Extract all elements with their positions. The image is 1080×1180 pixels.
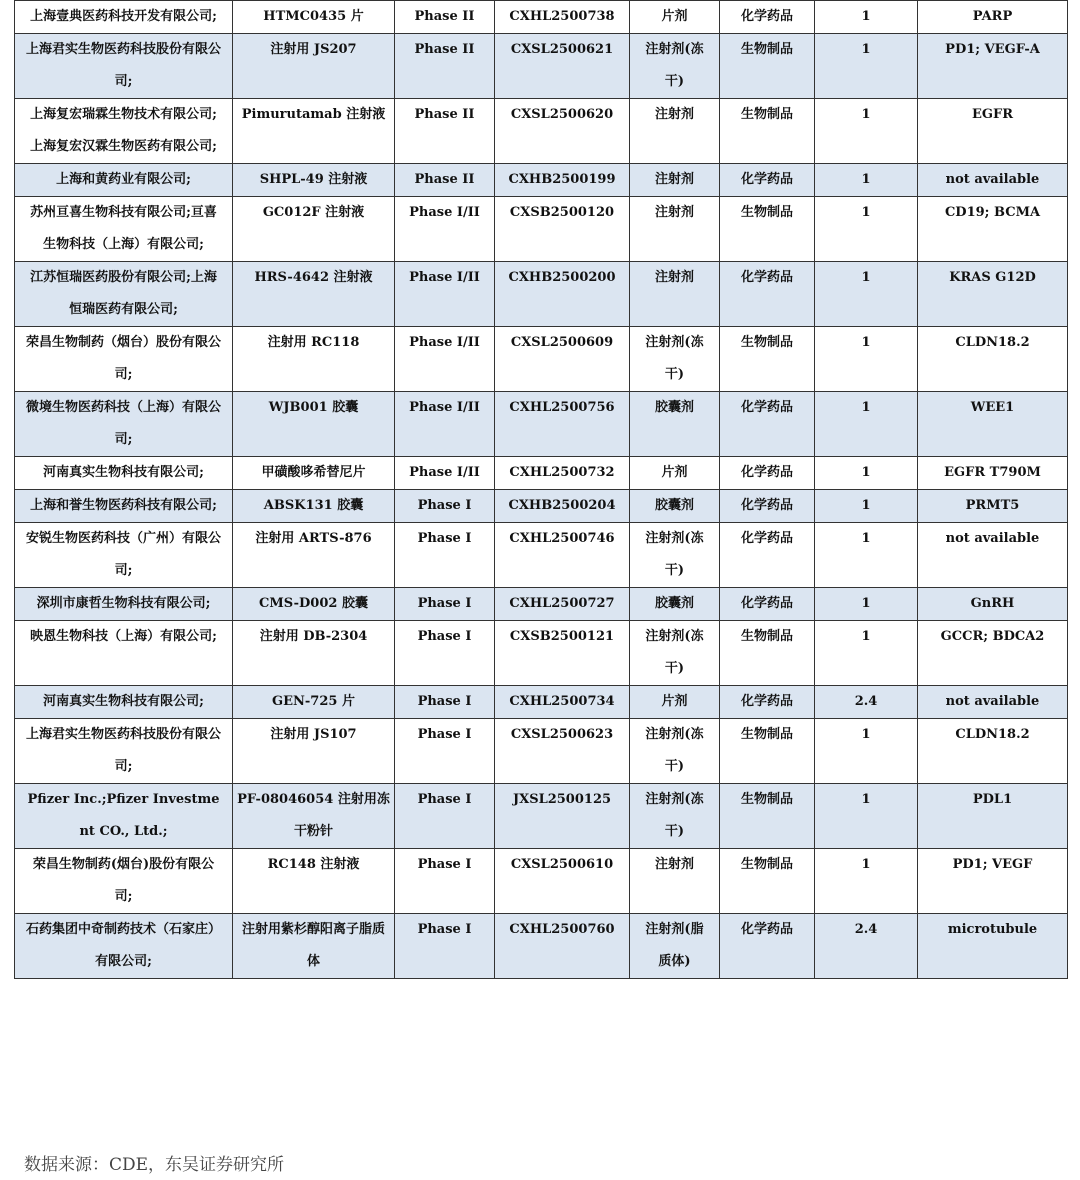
- acceptance-code-cell: CXHL2500738: [495, 1, 630, 34]
- drug-name-cell: 注射用 JS207: [233, 34, 395, 99]
- table-row: [15, 588, 1068, 621]
- registration-class-cell: 1: [815, 621, 918, 686]
- target-cell: GCCR; BDCA2: [918, 621, 1068, 686]
- dosage-form-cell: 注射剂: [630, 99, 720, 164]
- target-cell: WEE1: [918, 392, 1068, 457]
- dosage-form-cell: 注射剂: [630, 164, 720, 197]
- drug-name-cell: GC012F 注射液: [233, 197, 395, 262]
- registration-class-cell: 2.4: [815, 914, 918, 979]
- acceptance-code-cell: CXSL2500620: [495, 99, 630, 164]
- phase-cell: Phase I/II: [395, 327, 495, 392]
- company-cell: 上海君实生物医药科技股份有限公司;: [15, 34, 233, 99]
- drug-category-cell: 生物制品: [720, 327, 815, 392]
- registration-class-cell: 1: [815, 164, 918, 197]
- dosage-form-cell: 胶囊剂: [630, 392, 720, 457]
- target-cell: microtubule: [918, 914, 1068, 979]
- phase-cell: Phase II: [395, 99, 495, 164]
- company-cell: 上海和黄药业有限公司;: [15, 164, 233, 197]
- dosage-form-cell: 注射剂(冻干): [630, 784, 720, 849]
- target-cell: CLDN18.2: [918, 327, 1068, 392]
- registration-class-cell: 1: [815, 197, 918, 262]
- company-cell: 深圳市康哲生物科技有限公司;: [15, 588, 233, 621]
- table-row: [15, 621, 1068, 686]
- acceptance-code-cell: CXHL2500756: [495, 392, 630, 457]
- drug-category-cell: 化学药品: [720, 1, 815, 34]
- table-row: [15, 262, 1068, 327]
- registration-class-cell: 1: [815, 1, 918, 34]
- phase-cell: Phase I: [395, 784, 495, 849]
- registration-class-cell: 1: [815, 588, 918, 621]
- phase-cell: Phase I: [395, 719, 495, 784]
- company-cell: 河南真实生物科技有限公司;: [15, 686, 233, 719]
- target-cell: CLDN18.2: [918, 719, 1068, 784]
- dosage-form-cell: 注射剂: [630, 197, 720, 262]
- registration-class-cell: 1: [815, 34, 918, 99]
- dosage-form-cell: 注射剂(冻干): [630, 719, 720, 784]
- drug-name-cell: 注射用 JS107: [233, 719, 395, 784]
- drug-name-cell: HTMC0435 片: [233, 1, 395, 34]
- drug-category-cell: 生物制品: [720, 621, 815, 686]
- drug-category-cell: 生物制品: [720, 849, 815, 914]
- acceptance-code-cell: CXHL2500732: [495, 457, 630, 490]
- drug-category-cell: 生物制品: [720, 719, 815, 784]
- table-row: [15, 34, 1068, 99]
- drug-category-cell: 化学药品: [720, 686, 815, 719]
- target-cell: not available: [918, 686, 1068, 719]
- drug-name-cell: GEN-725 片: [233, 686, 395, 719]
- phase-cell: Phase I: [395, 523, 495, 588]
- company-cell: 上海和誉生物医药科技有限公司;: [15, 490, 233, 523]
- target-cell: not available: [918, 164, 1068, 197]
- dosage-form-cell: 胶囊剂: [630, 588, 720, 621]
- drug-name-cell: 注射用 DB-2304: [233, 621, 395, 686]
- company-cell: 河南真实生物科技有限公司;: [15, 457, 233, 490]
- acceptance-code-cell: CXSB2500120: [495, 197, 630, 262]
- drug-category-cell: 化学药品: [720, 490, 815, 523]
- data-source-note: 数据来源：CDE，东吴证券研究所: [24, 1155, 285, 1175]
- dosage-form-cell: 注射剂: [630, 849, 720, 914]
- registration-class-cell: 1: [815, 490, 918, 523]
- acceptance-code-cell: CXHB2500204: [495, 490, 630, 523]
- phase-cell: Phase I: [395, 490, 495, 523]
- drug-category-cell: 化学药品: [720, 457, 815, 490]
- target-cell: PDL1: [918, 784, 1068, 849]
- drug-category-cell: 生物制品: [720, 197, 815, 262]
- table-row: [15, 327, 1068, 392]
- dosage-form-cell: 注射剂(冻干): [630, 621, 720, 686]
- table-row: [15, 849, 1068, 914]
- acceptance-code-cell: CXSL2500610: [495, 849, 630, 914]
- acceptance-code-cell: CXSL2500609: [495, 327, 630, 392]
- registration-class-cell: 1: [815, 849, 918, 914]
- drug-category-cell: 化学药品: [720, 164, 815, 197]
- dosage-form-cell: 片剂: [630, 1, 720, 34]
- company-cell: 微境生物医药科技（上海）有限公司;: [15, 392, 233, 457]
- drug-category-cell: 化学药品: [720, 588, 815, 621]
- phase-cell: Phase II: [395, 164, 495, 197]
- registration-class-cell: 1: [815, 99, 918, 164]
- acceptance-code-cell: CXHB2500200: [495, 262, 630, 327]
- dosage-form-cell: 片剂: [630, 686, 720, 719]
- drug-category-cell: 化学药品: [720, 392, 815, 457]
- target-cell: PRMT5: [918, 490, 1068, 523]
- table-row: [15, 719, 1068, 784]
- phase-cell: Phase I: [395, 686, 495, 719]
- drug-name-cell: 注射用 ARTS-876: [233, 523, 395, 588]
- dosage-form-cell: 注射剂(冻干): [630, 327, 720, 392]
- dosage-form-cell: 注射剂(冻干): [630, 523, 720, 588]
- drug-category-cell: 生物制品: [720, 34, 815, 99]
- drug-name-cell: Pimurutamab 注射液: [233, 99, 395, 164]
- table-row: [15, 784, 1068, 849]
- company-cell: 荣昌生物制药(烟台)股份有限公司;: [15, 849, 233, 914]
- phase-cell: Phase II: [395, 34, 495, 99]
- table-row: [15, 164, 1068, 197]
- registration-class-cell: 1: [815, 719, 918, 784]
- table-row: [15, 914, 1068, 979]
- acceptance-code-cell: CXHB2500199: [495, 164, 630, 197]
- drug-name-cell: 甲磺酸哆希替尼片: [233, 457, 395, 490]
- dosage-form-cell: 胶囊剂: [630, 490, 720, 523]
- phase-cell: Phase I: [395, 914, 495, 979]
- drug-registration-table: [14, 0, 1068, 979]
- drug-name-cell: 注射用 RC118: [233, 327, 395, 392]
- registration-class-cell: 1: [815, 457, 918, 490]
- drug-name-cell: HRS-4642 注射液: [233, 262, 395, 327]
- company-cell: 石药集团中奇制药技术（石家庄）有限公司;: [15, 914, 233, 979]
- drug-category-cell: 化学药品: [720, 523, 815, 588]
- drug-name-cell: SHPL-49 注射液: [233, 164, 395, 197]
- table-row: [15, 490, 1068, 523]
- target-cell: PD1; VEGF: [918, 849, 1068, 914]
- dosage-form-cell: 片剂: [630, 457, 720, 490]
- target-cell: EGFR: [918, 99, 1068, 164]
- drug-name-cell: RC148 注射液: [233, 849, 395, 914]
- acceptance-code-cell: CXSB2500121: [495, 621, 630, 686]
- table-row: [15, 99, 1068, 164]
- registration-class-cell: 1: [815, 327, 918, 392]
- acceptance-code-cell: CXHL2500746: [495, 523, 630, 588]
- acceptance-code-cell: CXSL2500623: [495, 719, 630, 784]
- table-row: [15, 686, 1068, 719]
- phase-cell: Phase I/II: [395, 197, 495, 262]
- company-cell: 江苏恒瑞医药股份有限公司;上海恒瑞医药有限公司;: [15, 262, 233, 327]
- target-cell: EGFR T790M: [918, 457, 1068, 490]
- table-row: [15, 392, 1068, 457]
- target-cell: KRAS G12D: [918, 262, 1068, 327]
- acceptance-code-cell: CXHL2500734: [495, 686, 630, 719]
- registration-class-cell: 1: [815, 784, 918, 849]
- acceptance-code-cell: CXHL2500760: [495, 914, 630, 979]
- company-cell: 荣昌生物制药（烟台）股份有限公司;: [15, 327, 233, 392]
- table-row: [15, 523, 1068, 588]
- target-cell: GnRH: [918, 588, 1068, 621]
- target-cell: PD1; VEGF-A: [918, 34, 1068, 99]
- table-row: [15, 1, 1068, 34]
- target-cell: PARP: [918, 1, 1068, 34]
- target-cell: CD19; BCMA: [918, 197, 1068, 262]
- dosage-form-cell: 注射剂(脂质体): [630, 914, 720, 979]
- drug-table-container: [14, 0, 1067, 979]
- company-cell: Pfizer Inc.;Pfizer Investment CO., Ltd.;: [15, 784, 233, 849]
- company-cell: 苏州亘喜生物科技有限公司;亘喜生物科技（上海）有限公司;: [15, 197, 233, 262]
- phase-cell: Phase I/II: [395, 392, 495, 457]
- registration-class-cell: 1: [815, 262, 918, 327]
- phase-cell: Phase II: [395, 1, 495, 34]
- acceptance-code-cell: JXSL2500125: [495, 784, 630, 849]
- table-row: [15, 197, 1068, 262]
- acceptance-code-cell: CXHL2500727: [495, 588, 630, 621]
- drug-name-cell: PF-08046054 注射用冻干粉针: [233, 784, 395, 849]
- drug-category-cell: 化学药品: [720, 914, 815, 979]
- drug-category-cell: 生物制品: [720, 99, 815, 164]
- drug-name-cell: WJB001 胶囊: [233, 392, 395, 457]
- registration-class-cell: 1: [815, 523, 918, 588]
- company-cell: 上海壹典医药科技开发有限公司;: [15, 1, 233, 34]
- drug-category-cell: 化学药品: [720, 262, 815, 327]
- phase-cell: Phase I: [395, 621, 495, 686]
- drug-name-cell: 注射用紫杉醇阳离子脂质体: [233, 914, 395, 979]
- phase-cell: Phase I: [395, 849, 495, 914]
- company-cell: 上海复宏瑞霖生物技术有限公司;上海复宏汉霖生物医药有限公司;: [15, 99, 233, 164]
- phase-cell: Phase I/II: [395, 262, 495, 327]
- company-cell: 安锐生物医药科技（广州）有限公司;: [15, 523, 233, 588]
- drug-name-cell: ABSK131 胶囊: [233, 490, 395, 523]
- registration-class-cell: 2.4: [815, 686, 918, 719]
- company-cell: 上海君实生物医药科技股份有限公司;: [15, 719, 233, 784]
- table-body: [15, 1, 1068, 979]
- drug-name-cell: CMS-D002 胶囊: [233, 588, 395, 621]
- target-cell: not available: [918, 523, 1068, 588]
- registration-class-cell: 1: [815, 392, 918, 457]
- dosage-form-cell: 注射剂: [630, 262, 720, 327]
- phase-cell: Phase I: [395, 588, 495, 621]
- company-cell: 映恩生物科技（上海）有限公司;: [15, 621, 233, 686]
- dosage-form-cell: 注射剂(冻干): [630, 34, 720, 99]
- drug-category-cell: 生物制品: [720, 784, 815, 849]
- table-row: [15, 457, 1068, 490]
- acceptance-code-cell: CXSL2500621: [495, 34, 630, 99]
- phase-cell: Phase I/II: [395, 457, 495, 490]
